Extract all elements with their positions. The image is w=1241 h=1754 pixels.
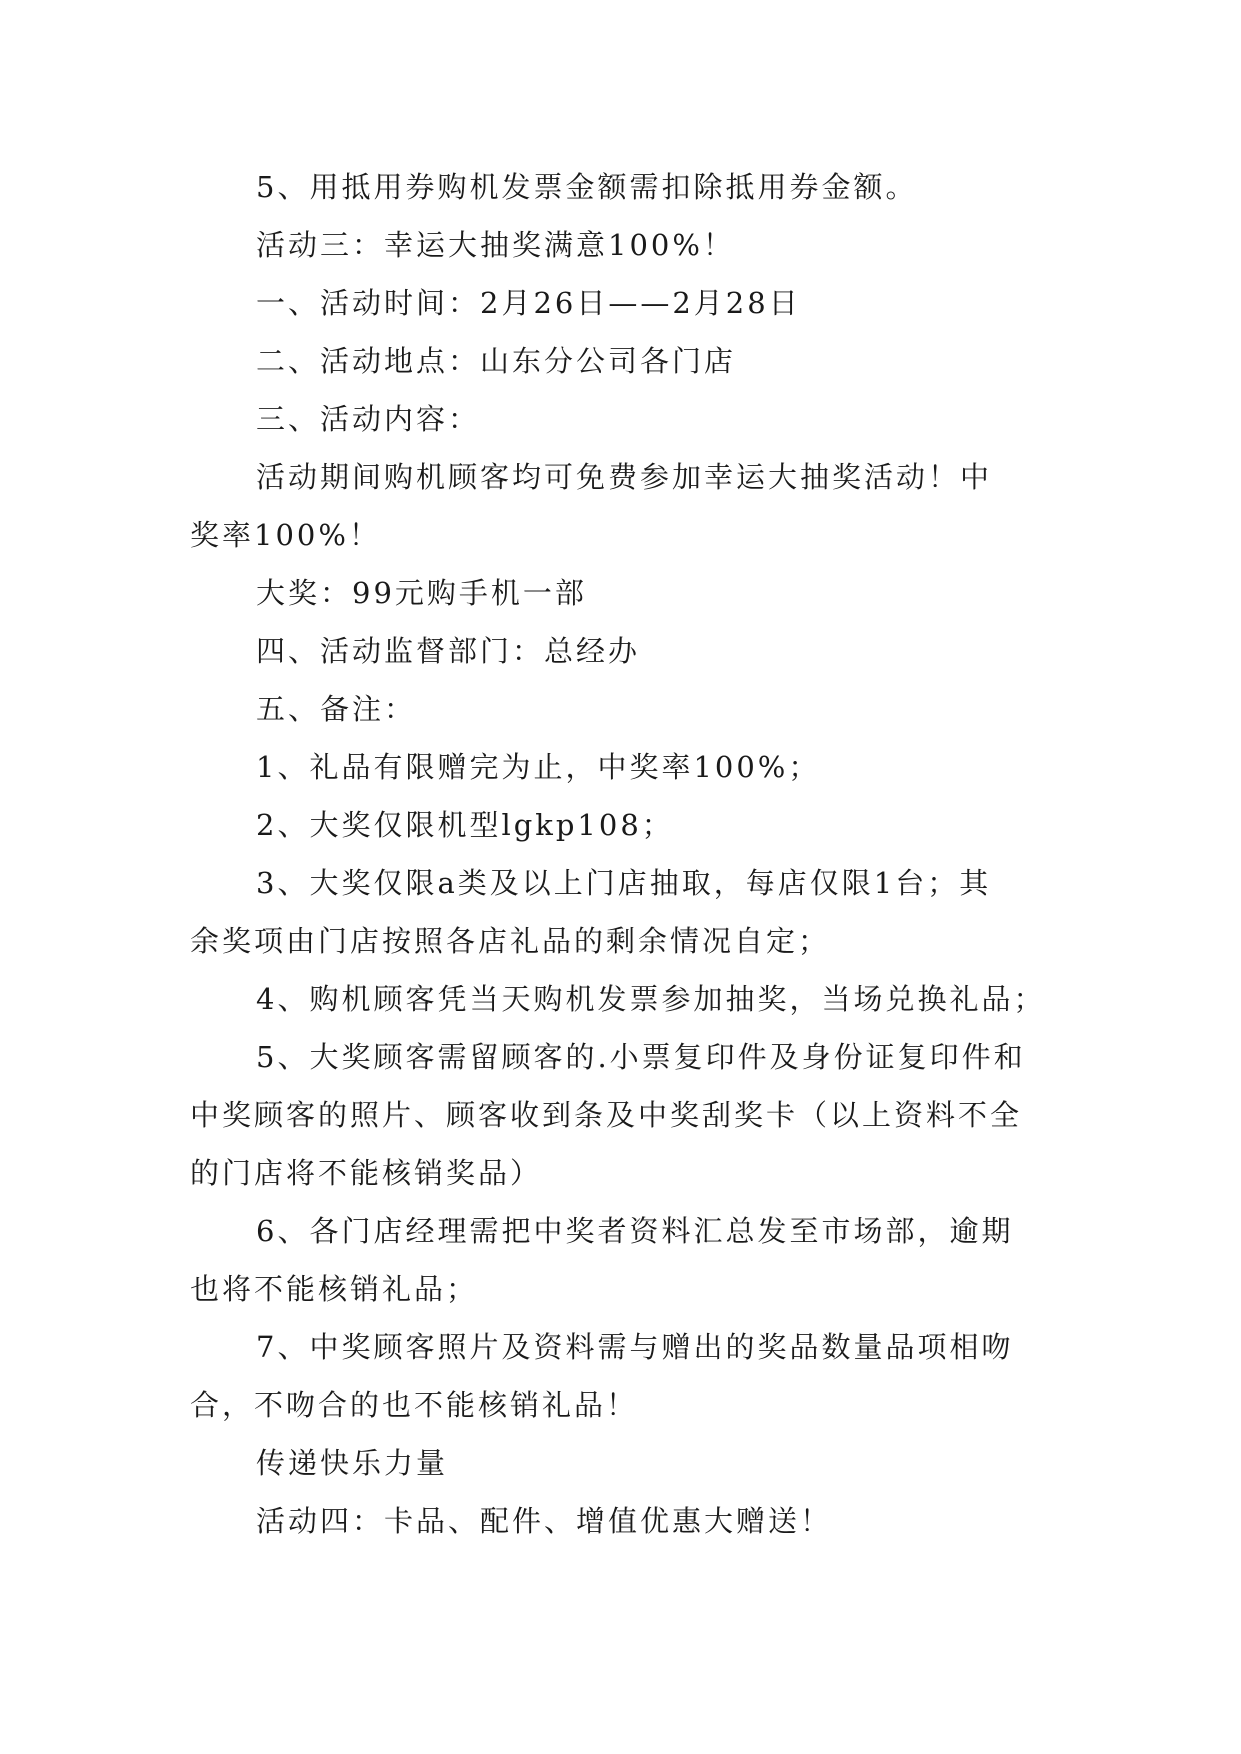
text-line: 4、购机顾客凭当天购机发票参加抽奖，当场兑换礼品；: [256, 982, 1046, 1016]
text-line: 余奖项由门店按照各店礼品的剩余情况自定；: [190, 924, 831, 958]
text-line: 活动期间购机顾客均可免费参加幸运大抽奖活动！中: [256, 460, 993, 494]
text-line: 活动三：幸运大抽奖满意100%！: [256, 228, 735, 262]
text-line: 三、活动内容：: [256, 402, 481, 436]
text-line: 四、活动监督部门：总经办: [256, 634, 641, 668]
text-line: 活动四：卡品、配件、增值优惠大赠送！: [256, 1504, 833, 1538]
text-line: 2、大奖仅限机型lgkp108；: [256, 808, 674, 842]
text-line: 6、各门店经理需把中奖者资料汇总发至市场部，逾期: [256, 1214, 1014, 1248]
text-line: 大奖：99元购手机一部: [256, 576, 587, 610]
text-line: 奖率100%！: [190, 518, 381, 552]
text-line: 5、用抵用券购机发票金额需扣除抵用券金额。: [256, 170, 918, 204]
text-line: 传递快乐力量: [256, 1446, 449, 1480]
text-line: 中奖顾客的照片、顾客收到条及中奖刮奖卡（以上资料不全: [190, 1098, 1023, 1132]
text-line: 1、礼品有限赠完为止，中奖率100%；: [256, 750, 821, 784]
text-line: 合，不吻合的也不能核销礼品！: [190, 1388, 639, 1422]
text-line: 的门店将不能核销奖品）: [190, 1156, 543, 1190]
text-line: 也将不能核销礼品；: [190, 1272, 479, 1306]
document-body: [190, 158, 1056, 1550]
text-line: 一、活动时间：2月26日——2月28日: [256, 286, 801, 320]
text-line: 五、备注：: [256, 692, 417, 726]
text-line: 7、中奖顾客照片及资料需与赠出的奖品数量品项相吻: [256, 1330, 1014, 1364]
text-line: 5、大奖顾客需留顾客的.小票复印件及身份证复印件和: [256, 1040, 1026, 1074]
text-line: 3、大奖仅限a类及以上门店抽取，每店仅限1台；其: [256, 866, 992, 900]
text-line: 二、活动地点：山东分公司各门店: [256, 344, 737, 378]
